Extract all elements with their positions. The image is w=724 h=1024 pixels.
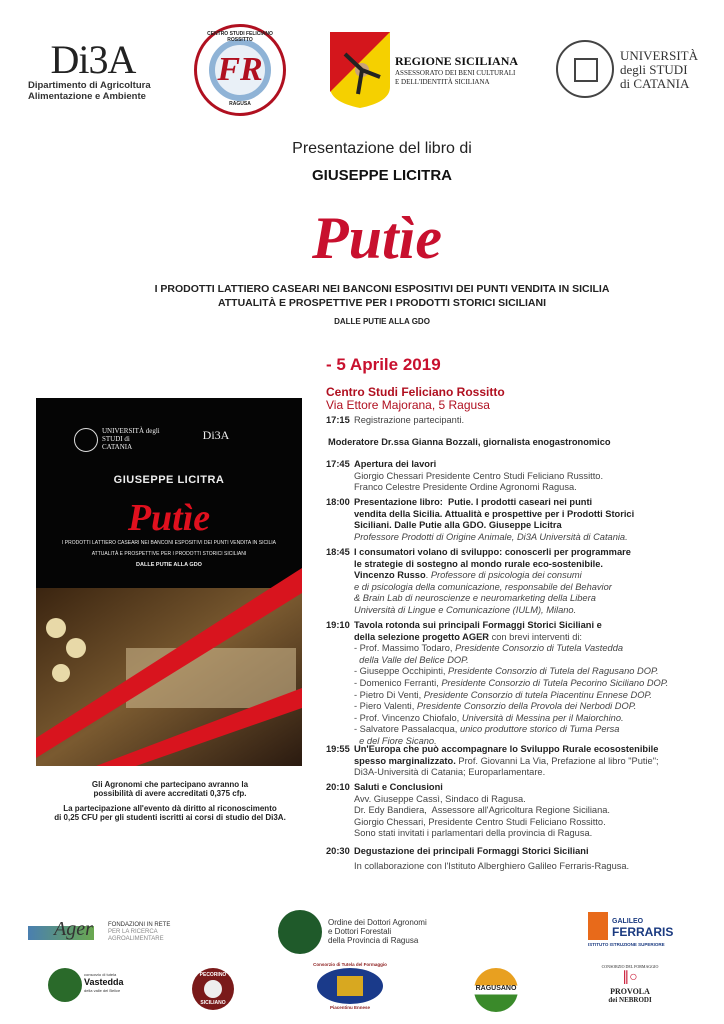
book-title: Putìe	[312, 205, 442, 271]
ager-line3: AGROALIMENTARE	[108, 936, 164, 942]
unict-line3: di CATANIA	[620, 76, 690, 91]
program-text: e di psicologia della comunicazione, responsabile del Behavior	[354, 581, 612, 592]
ferraris-line2: FERRARIS	[612, 925, 674, 939]
program-line	[354, 643, 716, 655]
cover-sub1: I PRODOTTI LATTIERO CASEARI NEI BANCONI ESPOSITIVI DEI PUNTI VENDITA IN SICILIA	[61, 540, 277, 546]
program-line	[354, 805, 716, 817]
event-address: Via Ettore Majorana, 5 Ragusa	[326, 398, 490, 412]
vastedda-logo	[48, 968, 128, 1004]
provola-line3: dei NEBRODI	[608, 996, 652, 1004]
rossitto-monogram: FR	[217, 51, 263, 88]
ragusano-logo	[474, 968, 518, 1012]
program-line	[354, 817, 716, 829]
program-line	[354, 666, 716, 678]
program-line	[354, 655, 716, 667]
program-line	[354, 509, 716, 521]
program-item	[326, 547, 716, 617]
program-line	[354, 559, 716, 571]
program-item	[326, 744, 716, 779]
program-text: e del Fiore Sicano.	[354, 735, 437, 746]
regione-line2: E DELL'IDENTITÀ SICILIANA	[395, 78, 490, 86]
program-time: 19:10	[326, 620, 350, 630]
cover-di3a: Di3A	[202, 428, 230, 442]
program-text: Professore Prodotti di Origine Animale, Di3A Università di Catania.	[354, 531, 628, 542]
trinacria-shield-icon	[330, 32, 390, 108]
subtitle-3: DALLE PUTIE ALLA GDO	[334, 317, 430, 326]
credits-note	[30, 780, 310, 822]
program-line	[354, 632, 716, 644]
program-line	[354, 582, 716, 594]
program-line	[328, 437, 716, 449]
author-name: GIUSEPPE LICITRA	[311, 167, 453, 184]
program-text: vendita della Sicilia. Attualità e prospettive per i Prodotti Storici	[354, 508, 635, 519]
program-line	[354, 415, 716, 427]
program-text: Sono stati invitati i parlamentari della provincia di Ragusa.	[354, 828, 593, 839]
event-venue: Centro Studi Feliciano Rossitto	[326, 385, 505, 399]
program-text: - Salvatore Passalacqua,	[354, 724, 460, 735]
unict-line1: UNIVERSITÀ	[620, 48, 698, 63]
provola-line2: PROVOLA	[610, 987, 650, 996]
cover-unict-seal	[74, 428, 98, 452]
program-text: Giorgio Chessari Presidente Centro Studi Feliciano Russitto.	[354, 470, 604, 481]
cover-author: GIUSEPPE LICITRA	[113, 474, 225, 486]
program-time: 18:00	[326, 497, 350, 507]
ager-line1: FONDAZIONI IN RETE	[108, 922, 171, 928]
program-text: spesso marginalizzato.	[354, 755, 456, 766]
program-line	[354, 846, 716, 858]
program-line	[354, 756, 716, 768]
piacentinu-line2: Piacentinu Ennese	[329, 1005, 370, 1010]
cover-title: Putìe	[127, 497, 211, 539]
rossitto-ring-text: CENTRO STUDI FELICIANO ROSSITTO	[207, 31, 273, 43]
cover-unict: UNIVERSITÀ degli STUDI di CATANIA	[102, 427, 160, 451]
pecorino-line1: PECORINO	[199, 972, 227, 978]
vastedda-line2: Vastedda	[84, 977, 124, 987]
vastedda-line1: consorzio di tutela	[84, 972, 117, 977]
provola-line1: CONSORZIO DEL FORMAGGIO	[601, 964, 659, 969]
event-date: - 5 Aprile 2019	[326, 355, 441, 374]
program-line	[354, 570, 716, 582]
program-line	[354, 861, 716, 873]
note-agronomi-2: possibilità di avere accreditati 0,375 cfp.	[93, 789, 247, 798]
program-text: - Pietro Di Venti,	[354, 689, 424, 700]
di3a-line2: Alimentazione e Ambiente	[28, 91, 146, 102]
provola-nebrodi-logo: CONSORZIO DEL FORMAGGIO ∥○ PROVOLA dei NEBRODI	[601, 964, 659, 1004]
rossitto-logo	[194, 24, 286, 116]
ordine-line1: Ordine dei Dottori Agronomi	[328, 918, 427, 927]
program-text: Saluti e Conclusioni	[354, 782, 443, 792]
program-text: unico produttore storico di Tuma Persa	[459, 724, 620, 735]
program-item	[326, 415, 716, 427]
program-line	[354, 471, 716, 483]
subtitle-1: I PRODOTTI LATTIERO CASEARI NEI BANCONI ESPOSITIVI DEI PUNTI VENDITA IN SICILIA	[154, 283, 610, 295]
program-text: Presentazione libro: Putie. I prodotti caseari nei punti	[354, 497, 593, 507]
program-text: Professore di psicologia dei consumi	[430, 570, 582, 581]
program-time: 17:45	[326, 459, 350, 469]
program-text: Università di Lingue e Comunicazione (IULM), Milano.	[354, 604, 577, 615]
program-text: Moderatore Dr.ssa Gianna Bozzali, giornalista enogastronomico	[328, 437, 611, 447]
ragusano-label: RAGUSANO	[475, 985, 517, 992]
program-line	[354, 701, 716, 713]
program-line	[354, 620, 716, 632]
cheese-shop-photo	[36, 568, 302, 766]
pecorino-line2: SICILIANO	[200, 1000, 226, 1006]
ordine-line2: e Dottori Forestali	[328, 927, 392, 936]
vastedda-line3: della valle del Belice	[84, 988, 121, 993]
program-text: Dr. Edy Bandiera, Assessore all'Agricoltura Regione Siciliana.	[354, 805, 611, 816]
program-text: Apertura dei lavori	[354, 459, 437, 469]
program-text: della selezione progetto AGER	[354, 631, 489, 642]
program-text: Tavola rotonda sui principali Formaggi Storici Siciliani e	[354, 620, 602, 630]
program-time: 17:15	[326, 415, 350, 425]
program-text: della Valle del Belice DOP.	[354, 654, 469, 665]
program-text: Registrazione partecipanti.	[354, 415, 465, 425]
program-text: In collaborazione con l'Istituto Alberghiero Galileo Ferraris-Ragusa.	[354, 861, 630, 871]
program-item	[326, 459, 716, 494]
program-text: & Brain Lab di neuroscienze e neuromarketing della Libera	[354, 593, 596, 604]
program-text: le strategie di sostegno al mondo rurale eco-sostenibile.	[354, 558, 604, 569]
program-line	[354, 459, 716, 471]
program-text: Presidente Consorzio della Provola dei Nerbodi DOP.	[416, 701, 637, 712]
program-text: I consumatori volano di sviluppo: conoscerli per programmare	[354, 547, 631, 557]
program-line	[354, 782, 716, 794]
program-text: Presidente Consorzio di Tutela Pecorino Siciliano DOP.	[441, 677, 669, 688]
cover-sub2: ATTUALITÀ E PROSPETTIVE PER I PRODOTTI STORICI SICILIANI	[91, 551, 247, 557]
program-text: - Piero Valenti,	[354, 701, 417, 712]
ager-logo	[28, 914, 178, 950]
program-text: Presidente Consorzio di Tutela Vastedda	[455, 643, 624, 654]
program-text: Di3A-Università di Catania; Europarlamentare.	[354, 767, 546, 778]
unict-seal	[556, 40, 614, 98]
program-text: Presidente Consorzio di Tutela del Ragusano DOP.	[448, 666, 659, 677]
program-text: - Prof. Vincenzo Chiofalo,	[354, 712, 462, 723]
piacentinu-logo	[305, 962, 395, 1018]
subtitle-2: ATTUALITÀ E PROSPETTIVE PER I PRODOTTI STORICI SICILIANI	[217, 297, 547, 309]
program-time: 20:30	[326, 846, 350, 856]
program-item	[326, 782, 716, 840]
program-text: - Prof. Massimo Todaro,	[354, 643, 456, 654]
regione-logo	[330, 32, 519, 113]
ager-line2: PER LA RICERCA	[108, 929, 158, 935]
program-line	[354, 713, 716, 725]
program-text: Presidente Consorzio di tutela Piacentinu Ennese DOP.	[423, 689, 653, 700]
program-text: Vincenzo Russo	[354, 570, 426, 581]
note-agronomi-1: Gli Agronomi che partecipano avranno la	[91, 780, 249, 789]
program-text: Università di Messina per il Maiorchino.	[461, 712, 624, 723]
book-cover-image	[36, 398, 302, 766]
program-text: Giorgio Chessari, Presidente Centro Studi Feliciano Rossitto.	[354, 816, 606, 827]
di3a-logo	[28, 37, 158, 102]
rossitto-city: RAGUSA	[229, 101, 251, 107]
program-item	[326, 437, 716, 449]
ordine-line3: della Provincia di Ragusa	[328, 936, 419, 945]
cover-sub3: DALLE PUTIE ALLA GDO	[136, 562, 202, 568]
program-text: - Domenico Ferranti,	[354, 677, 442, 688]
unict-line2: degli STUDI	[620, 62, 688, 77]
program-line	[354, 828, 716, 840]
program-line	[354, 605, 716, 617]
program-item	[326, 846, 716, 858]
program-text: Franco Celestre Presidente Ordine Agronomi Ragusa.	[354, 482, 577, 493]
program-text: Degustazione dei principali Formaggi Storici Siciliani	[354, 846, 589, 856]
program-text: - Giuseppe Occhipinti,	[354, 666, 449, 677]
intro-text: Presentazione del libro di	[292, 140, 472, 157]
program-item	[326, 620, 716, 748]
ager-mark: Ager	[54, 918, 93, 940]
program-line	[354, 767, 716, 779]
program-line	[354, 593, 716, 605]
program-line	[354, 678, 716, 690]
program-line	[354, 482, 716, 494]
program-line	[354, 724, 716, 736]
program-line	[354, 520, 716, 532]
ferraris-line3: ISTITUTO ISTRUZIONE SUPERIORE	[588, 942, 665, 947]
program-text: Avv. Giuseppe Cassì, Sindaco di Ragusa.	[354, 793, 526, 804]
regione-line1: ASSESSORATO DEI BENI CULTURALI	[395, 69, 516, 77]
program-text: Un'Europa che può accompagnare lo Sviluppo Rurale ecosostenibile	[354, 744, 659, 754]
ordine-agronomi-logo	[278, 910, 438, 954]
galileo-ferraris-logo	[588, 912, 678, 952]
note-cfu-2: di 0,25 CFU per gli studenti iscritti ai corsi di studio del Di3A.	[54, 813, 286, 822]
program-item	[326, 497, 716, 543]
ferraris-line1: GALILEO	[612, 918, 644, 925]
program-line	[354, 532, 716, 544]
program-item	[326, 861, 716, 873]
program-line	[354, 794, 716, 806]
program-line	[354, 497, 716, 509]
pecorino-siciliano-logo	[192, 968, 234, 1010]
program-time: 20:10	[326, 782, 350, 792]
di3a-line1: Dipartimento di Agricoltura	[28, 80, 151, 91]
program-line	[354, 744, 716, 756]
program-text: Prof. Giovanni La Via, Prefazione al libro "Putie";	[455, 755, 659, 766]
program-line	[354, 547, 716, 559]
piacentinu-line1: Consorzio di Tutela del Formaggio	[313, 962, 387, 967]
program-text: con brevi interventi di:	[489, 631, 583, 642]
program-text: .	[425, 570, 431, 581]
regione-title: REGIONE SICILIANA	[395, 54, 519, 68]
program-line	[354, 690, 716, 702]
program-time: 19:55	[326, 744, 350, 754]
note-cfu-1: La partecipazione all'evento dà diritto al riconoscimento	[63, 804, 277, 813]
program-text: Siciliani. Dalle Putie alla GDO. Giuseppe Licitra	[354, 520, 562, 531]
di3a-mark: Di3A	[50, 37, 136, 82]
program-time: 18:45	[326, 547, 350, 557]
